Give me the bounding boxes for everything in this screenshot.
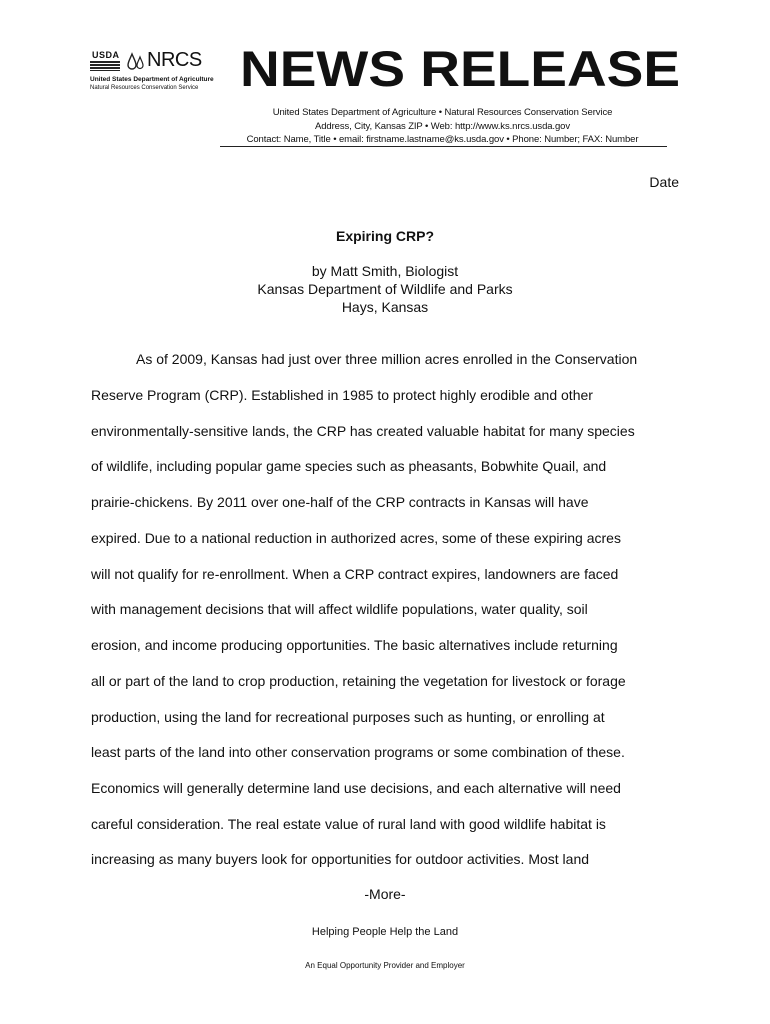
footer-slogan: Helping People Help the Land: [311, 926, 459, 938]
body-line: Economics will generally determine land use decisions, and each alternative will need: [91, 780, 621, 796]
masthead-divider: [220, 146, 667, 147]
body-line: prairie-chickens. By 2011 over one-half of the CRP contracts in Kansas will have: [91, 494, 589, 510]
body-line: all or part of the land to crop production, retaining the vegetation for livestock or forage: [91, 673, 626, 689]
release-date: Date: [649, 174, 679, 190]
footer-eoe-statement: An Equal Opportunity Provider and Employer: [305, 961, 465, 970]
usda-stripes-icon: [90, 61, 120, 71]
byline-organization: Kansas Department of Wildlife and Parks: [257, 281, 513, 297]
water-drop-icon: [125, 52, 147, 72]
body-line: erosion, and income producing opportunities. The basic alternatives include returning: [91, 637, 618, 653]
agency-name: United States Department of Agriculture: [90, 76, 214, 83]
masthead-address-line: Address, City, Kansas ZIP • Web: http://www.ks.nrcs.usda.gov: [315, 121, 570, 132]
body-line: of wildlife, including popular game species such as pheasants, Bobwhite Quail, and: [91, 458, 607, 474]
body-line: environmentally-sensitive lands, the CRP has created valuable habitat for many species: [91, 423, 635, 439]
body-line: Reserve Program (CRP). Established in 1985 to protect highly erodible and other: [91, 387, 593, 403]
masthead-contact-line: Contact: Name, Title • email: firstname.lastname@ks.usda.gov • Phone: Number; FAX: Number: [246, 134, 639, 145]
byline-location: Hays, Kansas: [341, 299, 429, 315]
usda-nrcs-logo: [90, 50, 220, 96]
byline-author: by Matt Smith, Biologist: [311, 263, 459, 279]
body-line: As of 2009, Kansas had just over three million acres enrolled in the Conservation: [136, 351, 638, 367]
article-title: Expiring CRP?: [335, 228, 434, 244]
nrcs-wordmark: NRCS: [147, 49, 202, 71]
agency-subname: Natural Resources Conservation Service: [90, 85, 199, 91]
body-line: expired. Due to a national reduction in authorized acres, some of these expiring acres: [91, 530, 621, 546]
usda-wordmark: USDA: [92, 50, 120, 60]
body-line: with management decisions that will affect wildlife populations, water quality, soil: [91, 601, 588, 617]
body-line: least parts of the land into other conservation programs or some combination of these.: [91, 744, 625, 760]
body-line: increasing as many buyers look for opportunities for outdoor activities. Most land: [91, 851, 590, 867]
body-line: production, using the land for recreational purposes such as hunting, or enrolling at: [91, 709, 605, 725]
body-line: careful consideration. The real estate value of rural land with good wildlife habitat is: [91, 816, 606, 832]
masthead-agency-line: United States Department of Agriculture • Natural Resources Conservation Service: [272, 107, 613, 118]
body-line: will not qualify for re-enrollment. When a CRP contract expires, landowners are faced: [91, 566, 619, 582]
news-release-headline: NEWS RELEASE: [240, 41, 681, 97]
continued-marker: -More-: [364, 886, 406, 902]
